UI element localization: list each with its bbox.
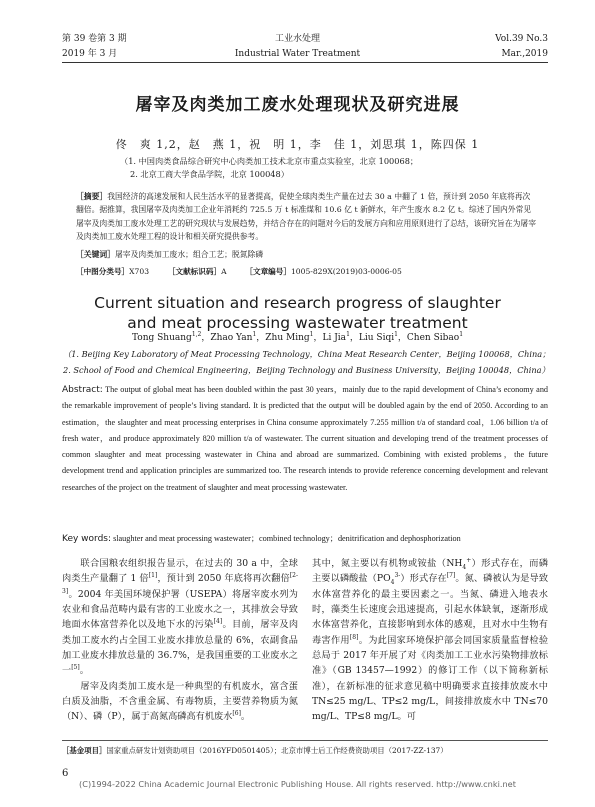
authors-en: Tong Shuang$^{1,2}$，Zhao Yan$^1$，Zhu Ming$^1$，Li Jia$^1$，Liu Siqi$^1$，Chen Sibao$^1$ xyxy=(131,331,464,343)
clc-value: X703 xyxy=(129,267,150,276)
publication-date-en: Mar.,2019 xyxy=(501,49,548,59)
page-title: 屠宰及肉类加工废水处理现状及研究进展 xyxy=(135,95,460,115)
affiliation-en-1: （1. Beijing Key Laboratory of Meat Processing Technology，China Meat Research Center，Beijing 100068，China； xyxy=(63,349,551,359)
title-en-line-1: Current situation and research progress of slaughter xyxy=(94,294,501,312)
journal-name-en: Industrial Water Treatment xyxy=(234,49,361,59)
funding-note xyxy=(62,745,448,756)
affiliation-en-2: 2. School of Food and Chemical Engineering，Beijing Technology and Business University，Beijing 100048，China） xyxy=(63,365,550,375)
abstract-en-label: Abstract: xyxy=(62,385,103,395)
abstract-cn-label: ［摘要］ xyxy=(76,192,108,201)
header-rule xyxy=(62,62,548,63)
affiliation-cn-1: （1. 中国肉类食品综合研究中心肉类加工技术北京市重点实验室，北京 100068； xyxy=(120,156,419,166)
doc-code-value: A xyxy=(221,267,227,276)
keywords-cn xyxy=(76,248,536,261)
journal-name-cn: 工业水处理 xyxy=(274,34,320,44)
authors-cn: 佟 爽 1,2，赵 燕 1，祝 明 1，李 佳 1，刘思琪 1，陈四保 1 xyxy=(115,138,480,151)
article-number-value: 1005-829X(2019)03-0006-05 xyxy=(290,267,402,276)
paragraph: 联合国粮农组织报告显示，在过去的 30 a 中，全球肉类生产量翻了 1 倍[1]，预计到 2050 年底将再次翻倍[2-3]。2004 年美国环境保护署（USEPA）将屠宰废水列为农业和食品范畴内最有害的工业废水之一，其排放会导致地面水体富营养化以及地下水的污染[4]。目前，屠宰及肉类加工废水约占全国工业废水排放总量的 6%，农副食品加工业废水排放总量的 36.7%，是我国重要的工业废水之一[5]。 xyxy=(62,558,299,677)
keywords-en-text: slaughter and meat processing wastewater；combined technology；denitrification and dephosphorization xyxy=(113,534,461,543)
title-en xyxy=(0,293,595,333)
keywords-cn-text: 屠宰及肉类加工废水；组合工艺；脱氮除磷 xyxy=(114,250,264,259)
affiliation-cn-2: 2. 北京工商大学食品学院，北京 100048） xyxy=(130,169,289,179)
keywords-cn-label: ［关键词］ xyxy=(76,250,115,259)
body-column-left xyxy=(62,556,298,725)
publication-date: 2019 年 3 月 xyxy=(62,49,118,59)
meta-cn xyxy=(76,266,402,277)
volume-issue: 第 39 卷第 3 期 xyxy=(62,34,127,44)
page-number: 6 xyxy=(62,768,69,779)
abstract-cn xyxy=(76,190,536,243)
paragraph: 屠宰及肉类加工废水是一种典型的有机废水，富含蛋白质及油脂，不含重金属、有毒物质，主要营养物质为氮（N）、磷（P），属于高氮高磷高有机废水[6]。 xyxy=(62,680,298,723)
article-number-label: ［文章编号］ xyxy=(245,267,291,276)
funding-text: 国家重点研发计划资助项目（2016YFD0501405）；北京市博士后工作经费资助项目（2017-ZZ-137） xyxy=(106,746,448,755)
clc-label: ［中图分类号］ xyxy=(76,267,130,276)
copyright-footer: (C)1994-2022 China Academic Journal Electronic Publishing House. All rights reserved. http://www.cnki.net xyxy=(79,779,516,789)
body-column-right xyxy=(312,556,548,725)
keywords-en xyxy=(62,531,548,547)
doc-code-label: ［文献标识码］ xyxy=(167,267,222,276)
paragraph: 其中，氮主要以有机物或铵盐$(NH_4^+)$形式存在，而磷主要以磷酸盐$(PO_4^{3-})$形式存在[7]。氮、磷被认为是导致水体富营养化的最主要因素之一。当氮、磷进入地表水时，藻类生长速度会迅速提高，引起水体缺氧，逐渐形成水体富营养化，直接影响到水体的感观，且对水中生物有毒害作用[8]。为此国家环境保护部会同国家质量监督检验总局于 2017 年开展了对《肉类加工工业水污染物排放标准》（GB 13457—1992）的修订工作（以下简称新标准），在新标准的征求意见稿中明确要求直接排放废水中 TN≤25 mg/L、TP≤2 mg/L，间接排放废水中 TN≤70 mg/L、TP≤8 mg/L。可 xyxy=(312,556,549,723)
title-en-line-2: and meat processing wastewater treatment xyxy=(127,314,468,332)
abstract-cn-text: 我国经济的高速发展和人民生活水平的显著提高，促使全球肉类生产量在过去 30 a 中翻了 1 倍，预计到 2050 年底将再次翻倍。据推算，我国屠宰及肉类加工企业年消耗约 725.5 万 t 标准煤和 10.6 亿 t 新鲜水，年产生废水 8.2 亿 t。综述了国内外常见屠宰及肉类加工废水处理工艺的研究现状与发展趋势，并结合存在的问题对今后的发展方向和应用原则进行了总结，该研究旨在为屠宰及肉类加工废水处理工程的设计和相关研究提供参考。 xyxy=(76,192,537,241)
abstract-en xyxy=(62,382,548,496)
funding-label: ［基金项目］ xyxy=(62,746,107,755)
keywords-en-label: Key words: xyxy=(62,534,112,544)
abstract-en-text: The output of global meat has been doubled within the past 30 years，mainly due to the rapid development of China’s economy and the remarkable improvement of people’s living standard. It is predicted that the output will be doubled again by the end of 2050. According to an estimation，the slaughter and meat processing enterprises in China consume approximately 7.255 million t/a of standard coal，1.06 billion t/a of fresh water，and produce approximately 820 million t/a of wastewater. The current situation and developing trend of the treatment processes of common slaughter and meat processing wastewater in China and abroad are summarized. Combining with existed problems，the future development trend and application principles are summarized too. The research intends to provide reference concerning development and relevant researches of the project on the treatment of slaughter and meat processing wastewater. xyxy=(62,385,549,492)
volume-issue-en: Vol.39 No.3 xyxy=(495,34,548,44)
footnote-rule xyxy=(62,740,548,741)
